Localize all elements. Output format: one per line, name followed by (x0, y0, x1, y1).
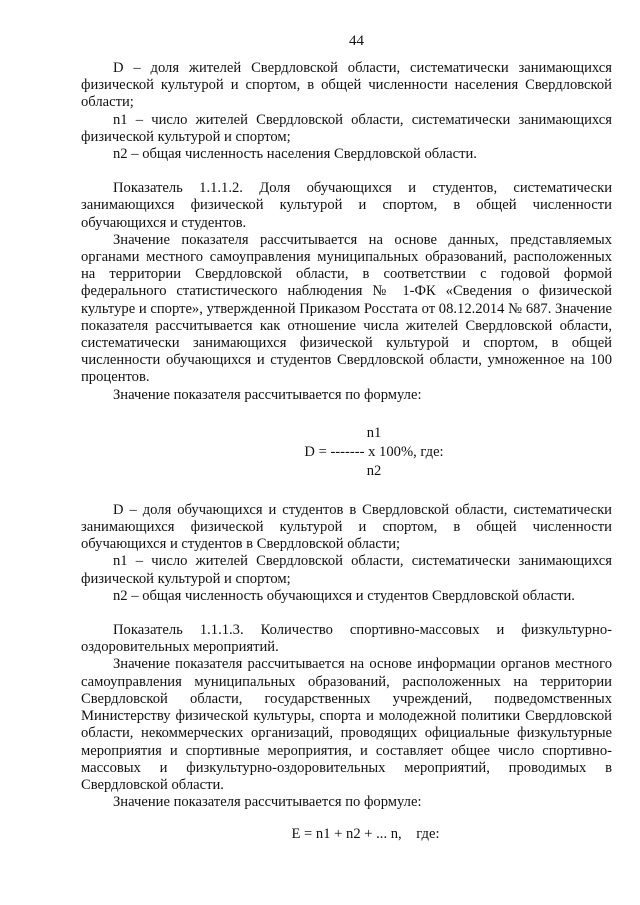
definition-n1-residents: n1 – число жителей Свердловской области, систематически занимающихся физической культурой и спортом; (81, 111, 612, 145)
formula-denominator: n2 (366, 462, 382, 479)
indicator-1-1-1-2-source: Значение показателя рассчитывается на основе данных, представляемых органами местного самоуправления муниципальных образований, расположенных на территории Свердловской области, в соответствии с годовой формой федерального статистического наблюдения № 1-ФК «Сведения о физической культуре и спорте», утвержденной Приказом Росстата от 08.12.2014 № 687. Значение показателя рассчитывается как отношение числа жителей Свердловской области, систематически занимающихся физической культурой и спортом, в общей численности обучающихся и студентов Свердловской области, умноженное на 100 процентов. (81, 231, 612, 386)
indicator-1-1-1-3-source: Значение показателя рассчитывается на основе информации органов местного самоуправления муниципальных образований, расположенных на территории Свердловской области, государственных учреждений, подведомственных Министерству физической культуры, спорта и молодежной политики Свердловской области, некоммерческих организаций, проводящих официальные физкультурные мероприятия и спортивные мероприятия, и составляет общее число спортивно-массовых и физкультурно-оздоровительных мероприятий, проводимых в Свердловской области. (81, 656, 612, 793)
definition-n2-population: n2 – общая численность населения Свердловской области. (113, 146, 477, 163)
sum-formula: E = n1 + n2 + ... n, где: (291, 826, 440, 843)
indicator-1-1-1-2-formula-intro: Значение показателя рассчитывается по формуле: (113, 386, 422, 403)
definition-n2-students: n2 – общая численность обучающихся и студентов Свердловской области. (113, 587, 575, 604)
fraction-formula (81, 424, 612, 481)
formula-main-line: D = ------- x 100%, где: (304, 443, 444, 460)
indicator-1-1-1-2-title: Показатель 1.1.1.2. Доля обучающихся и студентов, систематически занимающихся физической культурой и спортом, в общей численности обучающихся и студентов. (81, 180, 612, 231)
definition-n1-students: n1 – число жителей Свердловской области, систематически занимающихся физической культурой и спортом; (81, 553, 612, 587)
formula-numerator: n1 (366, 424, 382, 441)
indicator-1-1-1-3-formula-intro: Значение показателя рассчитывается по формуле: (113, 794, 422, 811)
definition-d-residents: D – доля жителей Свердловской области, систематически занимающихся физической культурой и спортом, в общей численности населения Свердловской области; (81, 60, 612, 111)
page-number: 44 (349, 33, 364, 49)
indicator-1-1-1-3-title: Показатель 1.1.1.3. Количество спортивно-массовых и физкультурно-оздоровительных мероприятий. (81, 622, 612, 656)
definition-d-students: D – доля обучающихся и студентов в Свердловской области, систематически занимающихся физической культурой и спортом, в общей численности обучающихся и студентов в Свердловской области; (81, 501, 612, 553)
